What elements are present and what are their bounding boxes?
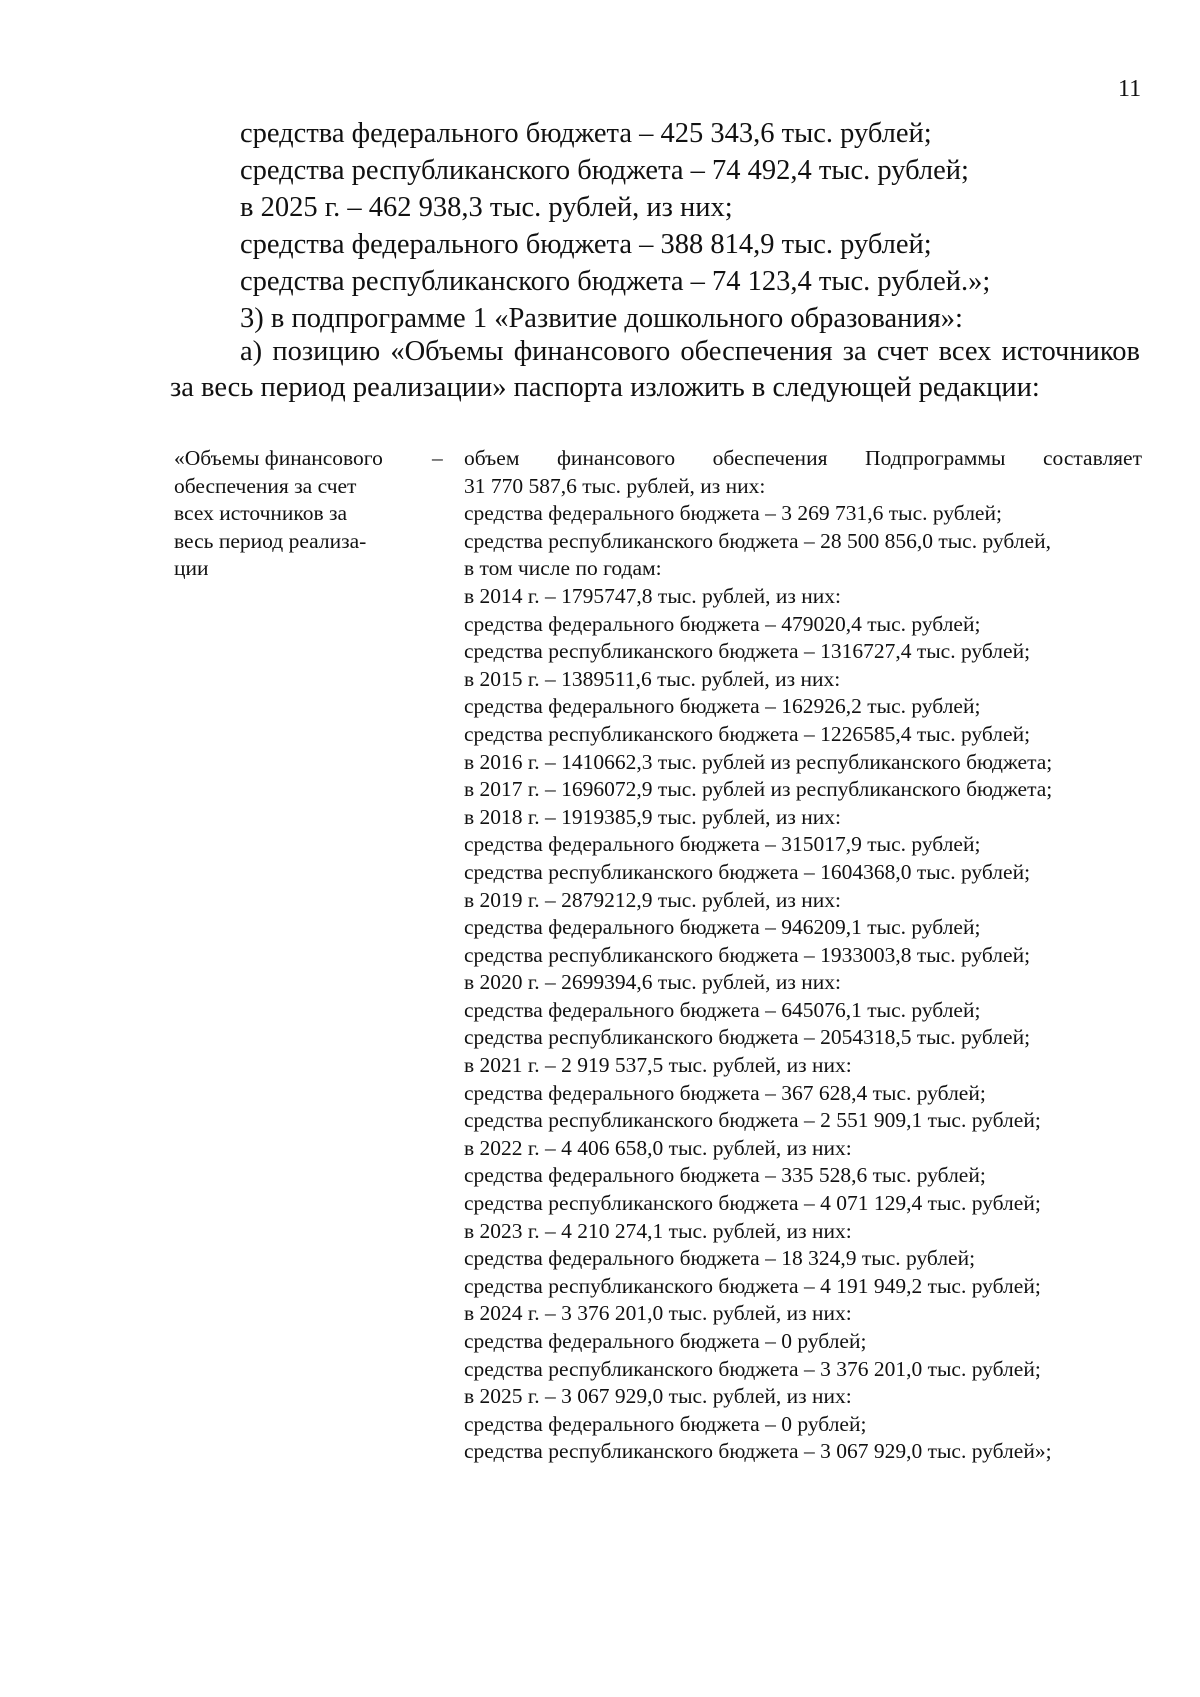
passport-value-line: средства федерального бюджета – 335 528,6 тыс. рублей; xyxy=(464,1163,986,1188)
passport-value-line: средства республиканского бюджета – 28 500 856,0 тыс. рублей, xyxy=(464,528,1051,553)
passport-value-line: средства федерального бюджета – 367 628,4 тыс. рублей; xyxy=(464,1080,986,1105)
passport-value-line: в 2015 г. – 1389511,6 тыс. рублей, из них: xyxy=(464,666,841,691)
intro-line: в 2025 г. – 462 938,3 тыс. рублей, из них; xyxy=(240,192,733,223)
passport-label-line: «Объемы финансового xyxy=(174,446,383,470)
passport-value-line: средства республиканского бюджета – 2 551 909,1 тыс. рублей; xyxy=(464,1108,1041,1133)
intro-line: 3) в подпрограмме 1 «Развитие дошкольного образования»: xyxy=(240,303,963,334)
passport-value-line: объем финансового обеспечения Подпрограммы составляет xyxy=(464,446,1142,470)
intro-line: средства федерального бюджета – 425 343,6 тыс. рублей; xyxy=(240,118,932,149)
passport-dash: – xyxy=(432,446,443,470)
passport-value-line: средства республиканского бюджета – 2054318,5 тыс. рублей; xyxy=(464,1025,1031,1050)
passport-label-line: весь период реализа- xyxy=(174,528,367,553)
passport-value-line: средства республиканского бюджета – 1604368,0 тыс. рублей; xyxy=(464,859,1031,884)
intro-line: средства федерального бюджета – 388 814,9 тыс. рублей; xyxy=(240,229,932,260)
passport-value-line: средства федерального бюджета – 0 рублей; xyxy=(464,1411,867,1436)
passport-label-line: обеспечения за счет xyxy=(174,473,357,498)
passport-value-line: в 2018 г. – 1919385,9 тыс. рублей, из них: xyxy=(464,804,842,829)
passport-label xyxy=(174,445,419,583)
passport-value-line: в 2017 г. – 1696072,9 тыс. рублей из республиканского бюджета; xyxy=(464,777,1053,802)
intro-line: средства республиканского бюджета – 74 123,4 тыс. рублей.»; xyxy=(240,266,991,297)
passport-value-line: в 2014 г. – 1795747,8 тыс. рублей, из них: xyxy=(464,583,842,608)
passport-value-line: средства республиканского бюджета – 3 376 201,0 тыс. рублей; xyxy=(464,1356,1041,1381)
passport-value xyxy=(464,445,1142,1466)
passport-value-line: средства федерального бюджета – 162926,2 тыс. рублей; xyxy=(464,694,981,719)
passport-value-line: средства федерального бюджета – 479020,4 тыс. рублей; xyxy=(464,611,981,636)
passport-value-line: в 2024 г. – 3 376 201,0 тыс. рублей, из них: xyxy=(464,1301,852,1326)
passport-value-line: в 2020 г. – 2699394,6 тыс. рублей, из них: xyxy=(464,970,842,995)
passport-value-line: в 2016 г. – 1410662,3 тыс. рублей из республиканского бюджета; xyxy=(464,749,1053,774)
passport-label-line: всех источников за xyxy=(174,501,348,526)
paragraph-a: а) позицию «Объемы финансового обеспечения за счет всех источников за весь период реализации» паспорта изложить в следующей редакции: xyxy=(170,336,1140,403)
passport-value-line: средства республиканского бюджета – 1933003,8 тыс. рублей; xyxy=(464,942,1031,967)
passport-value-line: в 2019 г. – 2879212,9 тыс. рублей, из них: xyxy=(464,887,842,912)
passport-value-line: средства федерального бюджета – 645076,1 тыс. рублей; xyxy=(464,997,981,1022)
passport-value-line: средства федерального бюджета – 315017,9 тыс. рублей; xyxy=(464,832,981,857)
passport-value-line: средства федерального бюджета – 946209,1 тыс. рублей; xyxy=(464,915,981,940)
passport-value-line: средства республиканского бюджета – 3 067 929,0 тыс. рублей»; xyxy=(464,1439,1052,1464)
passport-value-line: в том числе по годам: xyxy=(464,556,662,581)
intro-line: средства республиканского бюджета – 74 492,4 тыс. рублей; xyxy=(240,155,969,186)
passport-label-line: ции xyxy=(174,556,209,581)
passport-value-line: средства республиканского бюджета – 1316727,4 тыс. рублей; xyxy=(464,639,1031,664)
passport-value-line: средства республиканского бюджета – 1226585,4 тыс. рублей; xyxy=(464,721,1031,746)
passport-value-line: в 2022 г. – 4 406 658,0 тыс. рублей, из них: xyxy=(464,1135,852,1160)
passport-value-line: средства федерального бюджета – 3 269 731,6 тыс. рублей; xyxy=(464,501,1002,526)
passport-value-line: средства федерального бюджета – 18 324,9 тыс. рублей; xyxy=(464,1246,976,1271)
passport-value-line: 31 770 587,6 тыс. рублей, из них: xyxy=(464,473,766,498)
passport-value-line: в 2021 г. – 2 919 537,5 тыс. рублей, из них: xyxy=(464,1053,852,1078)
passport-value-line: средства республиканского бюджета – 4 191 949,2 тыс. рублей; xyxy=(464,1273,1041,1298)
passport-value-line: средства федерального бюджета – 0 рублей; xyxy=(464,1329,867,1353)
passport-value-line: в 2025 г. – 3 067 929,0 тыс. рублей, из них: xyxy=(464,1384,852,1409)
passport-value-line: средства республиканского бюджета – 4 071 129,4 тыс. рублей; xyxy=(464,1191,1041,1216)
passport-value-line: в 2023 г. – 4 210 274,1 тыс. рублей, из них: xyxy=(464,1218,852,1243)
page-number: 11 xyxy=(1118,76,1142,102)
